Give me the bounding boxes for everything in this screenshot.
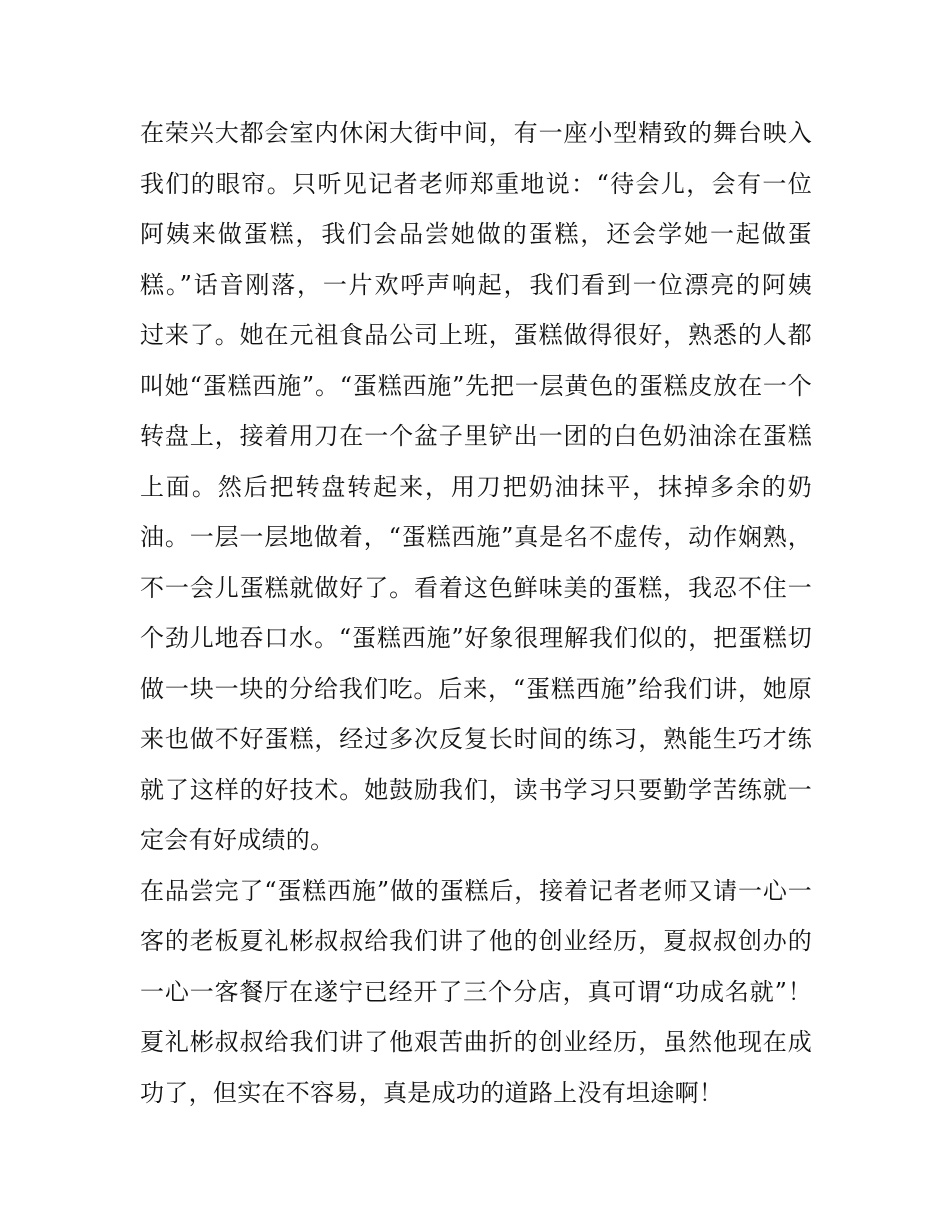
paragraph-1 [140,108,812,866]
text-line: 在品尝完了“蛋糕西施”做的蛋糕后，接着记者老师又请一心一 [140,876,812,905]
text-line: 阿姨来做蛋糕，我们会品尝她做的蛋糕，还会学她一起做蛋 [140,220,812,248]
article-body [140,108,812,1118]
text-line: 上面。然后把转盘转起来，用刀把奶油抹平，抹掉多余的奶 [140,472,812,501]
text-line: 功了，但实在不容易，真是成功的道路上没有坦途啊！ [140,1078,724,1107]
text-line: 一心一客餐厅在遂宁已经开了三个分店，真可谓“功成名就”！ [140,977,812,1006]
text-line: 过来了。她在元祖食品公司上班，蛋糕做得很好，熟悉的人都 [140,321,812,349]
paragraph-2 [140,866,812,1119]
text-line: 不一会儿蛋糕就做好了。看着这色鲜味美的蛋糕，我忍不住一 [140,573,812,602]
text-line: 转盘上，接着用刀在一个盆子里铲出一团的白色奶油涂在蛋糕 [140,422,812,450]
text-line: 叫她“蛋糕西施”。“蛋糕西施”先把一层黄色的蛋糕皮放在一个 [140,371,812,400]
text-line: 个劲儿地吞口水。“蛋糕西施”好象很理解我们似的，把蛋糕切 [140,624,812,652]
text-line: 定会有好成绩的。 [140,826,335,854]
text-line: 油。一层一层地做着，“蛋糕西施”真是名不虚传，动作娴熟， [140,523,812,551]
text-line: 来也做不好蛋糕，经过多次反复长时间的练习，熟能生巧才练 [140,725,812,753]
text-line: 就了这样的好技术。她鼓励我们，读书学习只要勤学苦练就一 [140,775,812,804]
text-line: 在荣兴大都会室内休闲大街中间，有一座小型精致的舞台映入 [140,119,812,147]
text-line: 糕。”话音刚落，一片欢呼声响起，我们看到一位漂亮的阿姨 [140,270,812,299]
text-line: 夏礼彬叔叔给我们讲了他艰苦曲折的创业经历，虽然他现在成 [140,1028,812,1056]
text-line: 做一块一块的分给我们吃。后来，“蛋糕西施”给我们讲，她原 [140,674,812,703]
text-line: 客的老板夏礼彬叔叔给我们讲了他的创业经历，夏叔叔创办的 [140,927,812,955]
text-line: 我们的眼帘。只听见记者老师郑重地说：“待会儿，会有一位 [140,169,812,198]
